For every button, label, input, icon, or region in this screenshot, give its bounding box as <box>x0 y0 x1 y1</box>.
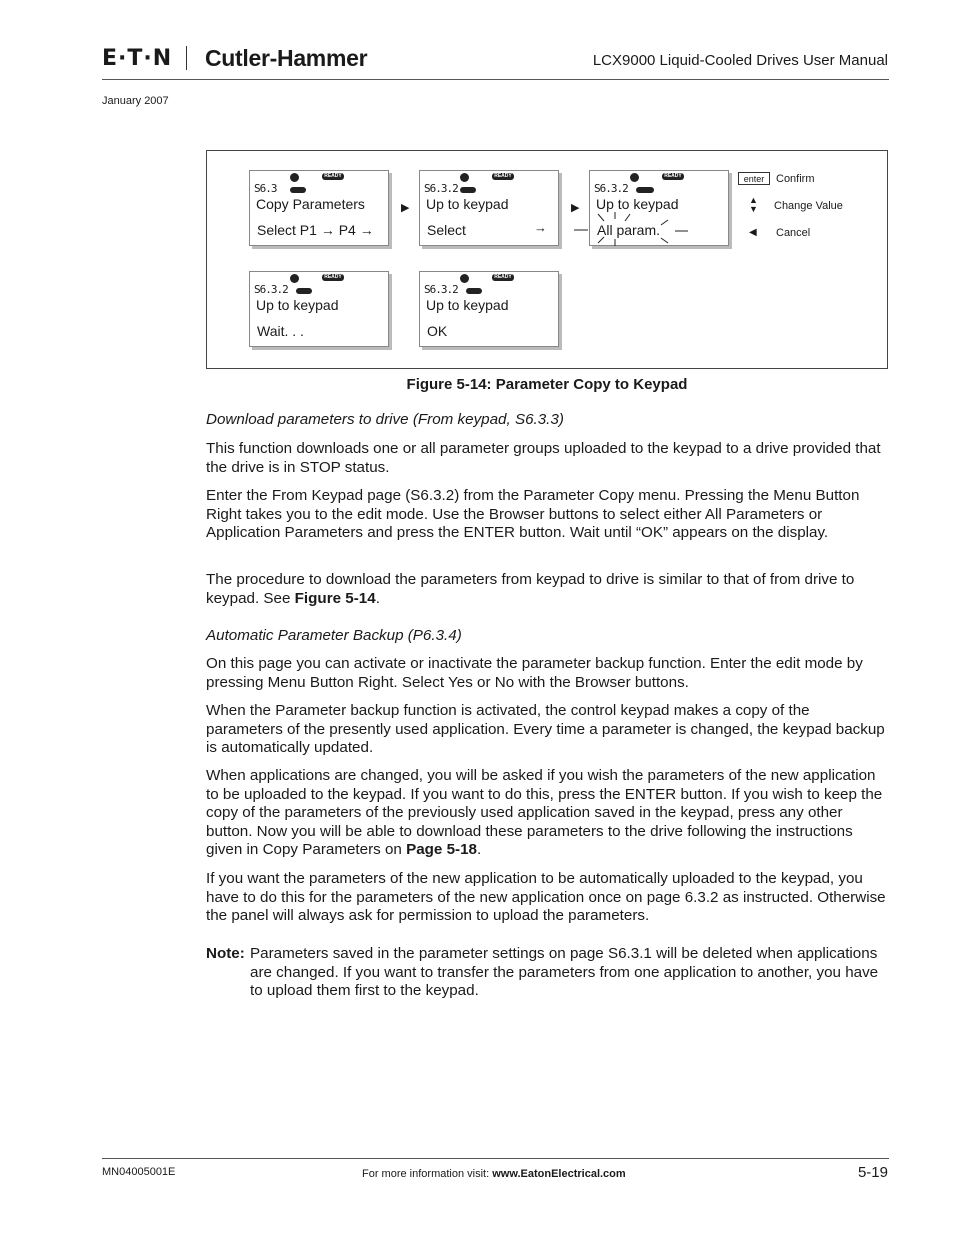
ready-badge: READY <box>322 173 344 180</box>
screen-line-1: Up to keypad <box>426 297 509 313</box>
keypad-screen-5 <box>419 271 559 347</box>
screen-line-1: Up to keypad <box>256 297 339 313</box>
flow-arrow-icon: ▶ <box>401 202 410 214</box>
paragraph: Enter the From Keypad page (S6.3.2) from the Parameter Copy menu. Pressing the Menu Button Right takes you to the edit mode. Use the Browser buttons to select either All Parameters or Application Parameters and press the ENTER button. Wait until “OK” appears on the display. <box>206 487 860 542</box>
screen-id: S6.3.2 <box>254 283 288 296</box>
manual-title: LCX9000 Liquid-Cooled Drives User Manual <box>592 52 888 69</box>
figure-reference: Figure 5-14 <box>294 589 376 607</box>
paragraph <box>206 767 890 860</box>
legend-confirm: Confirm <box>776 173 815 185</box>
keypad-screen-2 <box>419 170 559 246</box>
ready-badge: READY <box>322 274 344 281</box>
legend-change-value: Change Value <box>774 200 843 212</box>
paragraph: On this page you can activate or inactivate the parameter backup function. Enter the edit mode by pressing Menu Button Right. Select Yes or No with the Browser buttons. <box>206 655 863 691</box>
screen-id: S6.3.2 <box>424 182 458 195</box>
mode-badge <box>636 187 654 193</box>
mode-badge <box>460 187 476 193</box>
section-heading-download: Download parameters to drive (From keypad, S6.3.3) <box>206 411 564 428</box>
home-icon <box>460 173 469 182</box>
home-icon <box>460 274 469 283</box>
footer-info <box>362 1168 626 1180</box>
page-reference: Page 5-18 <box>406 841 477 859</box>
website-link[interactable]: www.EatonElectrical.com <box>492 1168 626 1180</box>
logo-divider <box>186 46 187 70</box>
paragraph: When the Parameter backup function is activated, the control keypad makes a copy of the parameters of the presently used application. Every time a parameter is changed, the keypad backup is automatically updated. <box>206 702 885 757</box>
paragraph-text: . <box>477 841 482 859</box>
screen-id: S6.3.2 <box>594 182 628 195</box>
arrow-right-icon: → <box>534 220 547 235</box>
screen-line-2: OK <box>427 323 448 339</box>
paragraph: If you want the parameters of the new application to be automatically uploaded to the keypad, you have to do this for the parameters of the new application once on page 6.3.2 as instructed. Otherwise the panel will always ask for permission to upload the parameters. <box>206 870 886 925</box>
paragraph-text: When applications are changed, you will be asked if you wish the parameters of the new application to be uploaded to the keypad. If you want to do this, press the ENTER button. If you wish to keep the copy of the parameters of the previously used application saved in the keypad, press any other button. Now you will be able to download these parameters to the drive following the instructions given in Copy Parameters on <box>206 767 883 859</box>
cancel-arrow-icon: ◀ <box>749 227 757 238</box>
screen-line-2: Select P1 → P4 → <box>257 222 374 238</box>
header-rule <box>102 79 889 80</box>
note-label: Note: <box>206 945 245 962</box>
paragraph <box>206 571 890 608</box>
ready-badge: READY <box>662 173 684 180</box>
mode-badge <box>466 288 482 294</box>
enter-key-icon: enter <box>738 172 770 185</box>
screen-line-1: Up to keypad <box>596 196 679 212</box>
mode-badge <box>290 187 306 193</box>
screen-id: S6.3.2 <box>424 283 458 296</box>
footer-rule <box>102 1158 889 1159</box>
eaton-logo: E·T·N <box>102 46 173 71</box>
publication-date: January 2007 <box>102 95 169 107</box>
screen-line-2: Wait. . . <box>257 323 304 339</box>
screen-line-2: Select <box>427 222 466 238</box>
home-icon <box>290 173 299 182</box>
figure-caption: Figure 5-14: Parameter Copy to Keypad <box>406 376 688 393</box>
cutler-hammer-logo: Cutler-Hammer <box>205 45 368 71</box>
screen-line-2: All param. <box>597 222 661 238</box>
ready-badge: READY <box>492 173 514 180</box>
blink-rays-icon <box>570 210 695 250</box>
screen-id: S6.3 <box>254 182 277 195</box>
paragraph-text: . <box>375 589 380 607</box>
home-icon <box>630 173 639 182</box>
paragraph: This function downloads one or all parameter groups uploaded to the keypad to a drive provided that the drive is in STOP status. <box>206 440 881 476</box>
legend-cancel: Cancel <box>776 227 811 239</box>
mode-badge <box>296 288 312 294</box>
flow-arrow-icon: ▶ <box>571 202 580 214</box>
browser-updown-icon: ▲ ▼ <box>749 195 758 214</box>
keypad-screen-1 <box>249 170 389 246</box>
note-text: Parameters saved in the parameter settings on page S6.3.1 will be deleted when applications are changed. If you want to transfer the parameters from one application to another, you have to upload them first to the keypad. <box>250 945 879 1000</box>
ready-badge: READY <box>492 274 514 281</box>
paragraph-text: The procedure to download the parameters from keypad to drive is similar to that of from drive to keypad. See <box>206 571 855 607</box>
page-number: 5-19 <box>857 1164 888 1181</box>
screen-line-1: Up to keypad <box>426 196 509 212</box>
section-heading-backup: Automatic Parameter Backup (P6.3.4) <box>206 627 462 644</box>
doc-number: MN04005001E <box>102 1166 176 1178</box>
home-icon <box>290 274 299 283</box>
screen-line-1: Copy Parameters <box>256 196 365 212</box>
keypad-screen-4 <box>249 271 389 347</box>
footer-info-text: For more information visit: <box>362 1168 493 1180</box>
